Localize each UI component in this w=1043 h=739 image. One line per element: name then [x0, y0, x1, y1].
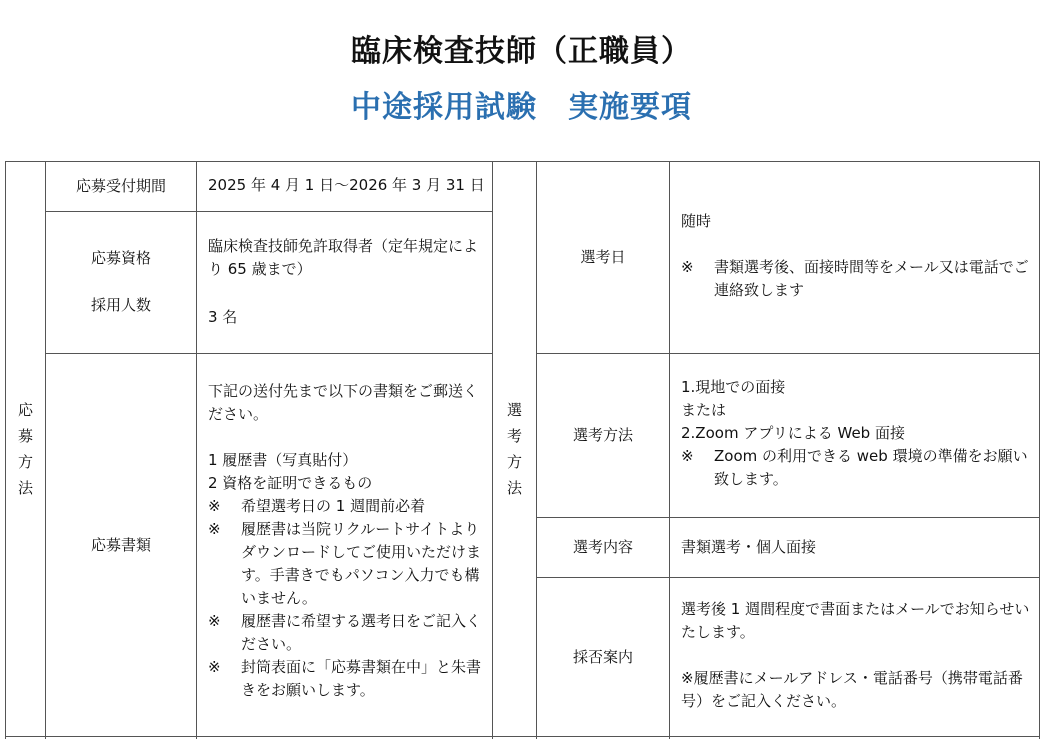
- headcount-label: 採用人数: [90, 296, 151, 314]
- result-note: ※履歴書にメールアドレス・電話番号（携帯電話番号）をご記入ください。: [681, 669, 1023, 710]
- qualification-label: 応募資格: [90, 249, 151, 267]
- qualification-value: 臨床検査技師免許取得者（定年規定により 65 歳まで）: [208, 237, 479, 278]
- page-subtitle: 中途採用試験 実施要項: [351, 90, 692, 125]
- documents-intro: 下記の送付先まで以下の書類をご郵送ください。: [208, 382, 479, 423]
- selection-method-row-label: 選考方法: [572, 426, 633, 444]
- documents-content: [208, 380, 486, 702]
- result-content: [681, 598, 1033, 713]
- page-title: 臨床検査技師（正職員）: [351, 34, 692, 69]
- documents-note: ※ 履歴書は当院リクルートサイトよりダウンロードしてご使用いただけます。手書きでもパソコン入力でも構いません。: [208, 520, 482, 607]
- method-note: ※ Zoom の利用できる web 環境の準備をお願い致します。: [681, 447, 1028, 488]
- selection-date-note: ※ 書類選考後、面接時間等をメール又は電話でご連絡致します: [681, 258, 1029, 299]
- period-value: 2025 年 4 月 1 日～2026 年 3 月 31 日: [208, 176, 485, 194]
- documents-item: 2 資格を証明できるもの: [208, 474, 373, 492]
- headcount-value: 3 名: [208, 308, 238, 326]
- method-line: または: [681, 401, 727, 419]
- method-line: 1.現地での面接: [681, 378, 786, 396]
- selection-content-label: 選考内容: [572, 538, 633, 556]
- documents-label: 応募書類: [90, 535, 151, 554]
- result-value: 選考後 1 週間程度で書面またはメールでお知らせいたします。: [681, 600, 1030, 641]
- documents-note: ※ 希望選考日の 1 週間前必着: [208, 497, 426, 515]
- selection-method-content: [681, 376, 1033, 491]
- selection-method-label: 選 考 方 法: [506, 401, 522, 497]
- documents-note: ※ 封筒表面に「応募書類在中」と朱書きをお願いします。: [208, 658, 482, 699]
- documents-item: 1 履歴書（写真貼付）: [208, 451, 358, 469]
- period-label: 応募受付期間: [75, 177, 166, 195]
- selection-date-label: 選考日: [580, 248, 626, 266]
- selection-date-value: 随時: [681, 212, 712, 230]
- selection-content-value: 書類選考・個人面接: [681, 538, 817, 556]
- method-line: 2.Zoom アプリによる Web 面接: [681, 424, 905, 442]
- selection-date-content: [681, 210, 1033, 302]
- application-method-label: 応 募 方 法: [17, 401, 33, 497]
- result-label: 採否案内: [572, 647, 633, 666]
- documents-note: ※ 履歴書に希望する選考日をご記入ください。: [208, 612, 482, 653]
